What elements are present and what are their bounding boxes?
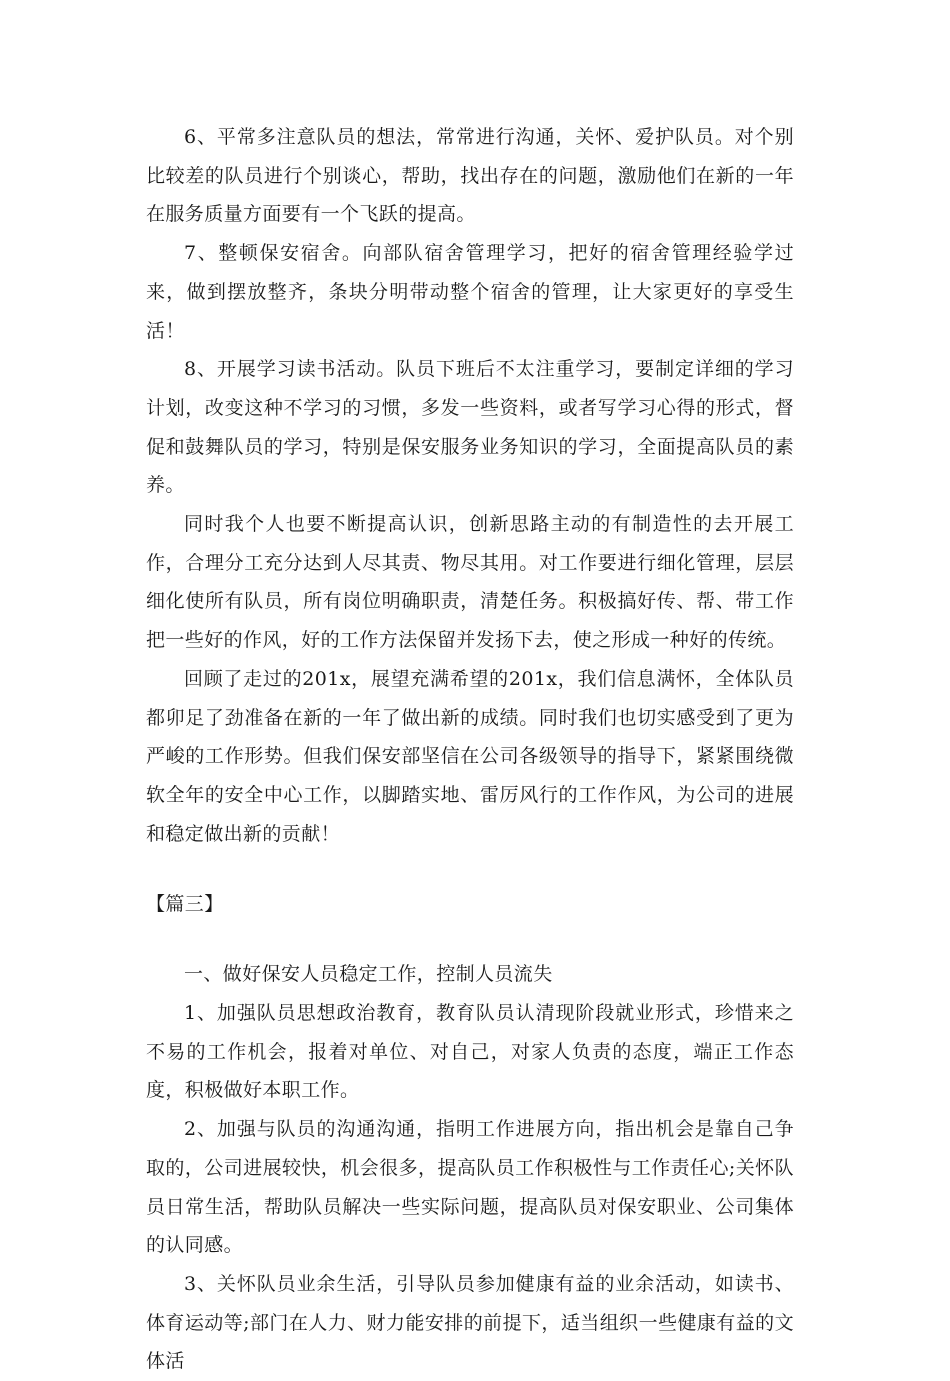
paragraph-personal-commitment: 同时我个人也要不断提高认识，创新思路主动的有制造性的去开展工作，合理分工充分达到人尽其责、物尽其用。对工作要进行细化管理，层层细化使所有队员，所有岗位明确职责，清楚任务。积极搞好传、帮、带工作把一些好的作风，好的工作方法保留并发扬下去，使之形成一种好的传统。 [146, 513, 794, 652]
subheading-stability: 一、做好保安人员稳定工作，控制人员流失 [184, 963, 553, 986]
paragraph-item-1: 1、加强队员思想政治教育，教育队员认清现阶段就业形式，珍惜来之不易的工作机会，报着对单位、对自己，对家人负责的态度，端正工作态度，积极做好本职工作。 [146, 1002, 794, 1102]
paragraph-item-3: 3、关怀队员业余生活，引导队员参加健康有益的业余活动，如读书、体育运动等;部门在人力、财力能安排的前提下，适当组织一些健康有益的文体活 [146, 1272, 794, 1373]
paragraph-item-8: 8、开展学习读书活动。队员下班后不太注重学习，要制定详细的学习计划，改变这种不学习的习惯，多发一些资料，或者写学习心得的形式，督促和鼓舞队员的学习，特别是保安服务业务知识的学习，全面提高队员的素养。 [146, 358, 794, 497]
paragraph-item-7: 7、整顿保安宿舍。向部队宿舍管理学习，把好的宿舍管理经验学过来，做到摆放整齐，条块分明带动整个宿舍的管理，让大家更好的享受生活！ [146, 242, 794, 342]
section-title: 【篇三】 [146, 893, 224, 916]
spacer [146, 923, 794, 955]
paragraph-review: 回顾了走过的201x，展望充满希望的201x，我们信息满怀，全体队员都卯足了劲准备在新的一年了做出新的成绩。同时我们也切实感受到了更为严峻的工作形势。但我们保安部坚信在公司各级领导的指导下，紧紧围绕微软全年的安全中心工作，以脚踏实地、雷厉风行的工作作风，为公司的进展和稳定做出新的贡献！ [146, 667, 794, 845]
paragraph-item-2: 2、加强与队员的沟通沟通，指明工作进展方向，指出机会是靠自己争取的，公司进展较快，机会很多，提高队员工作积极性与工作责任心;关怀队员日常生活，帮助队员解决一些实际问题，提高队员对保安职业、公司集体的认同感。 [146, 1118, 794, 1257]
paragraph-item-6: 6、平常多注意队员的想法，常常进行沟通，关怀、爱护队员。对个别比较差的队员进行个别谈心，帮助，找出存在的问题，激励他们在新的一年在服务质量方面要有一个飞跃的提高。 [146, 126, 794, 226]
document-page [146, 118, 794, 1381]
spacer [146, 853, 794, 885]
